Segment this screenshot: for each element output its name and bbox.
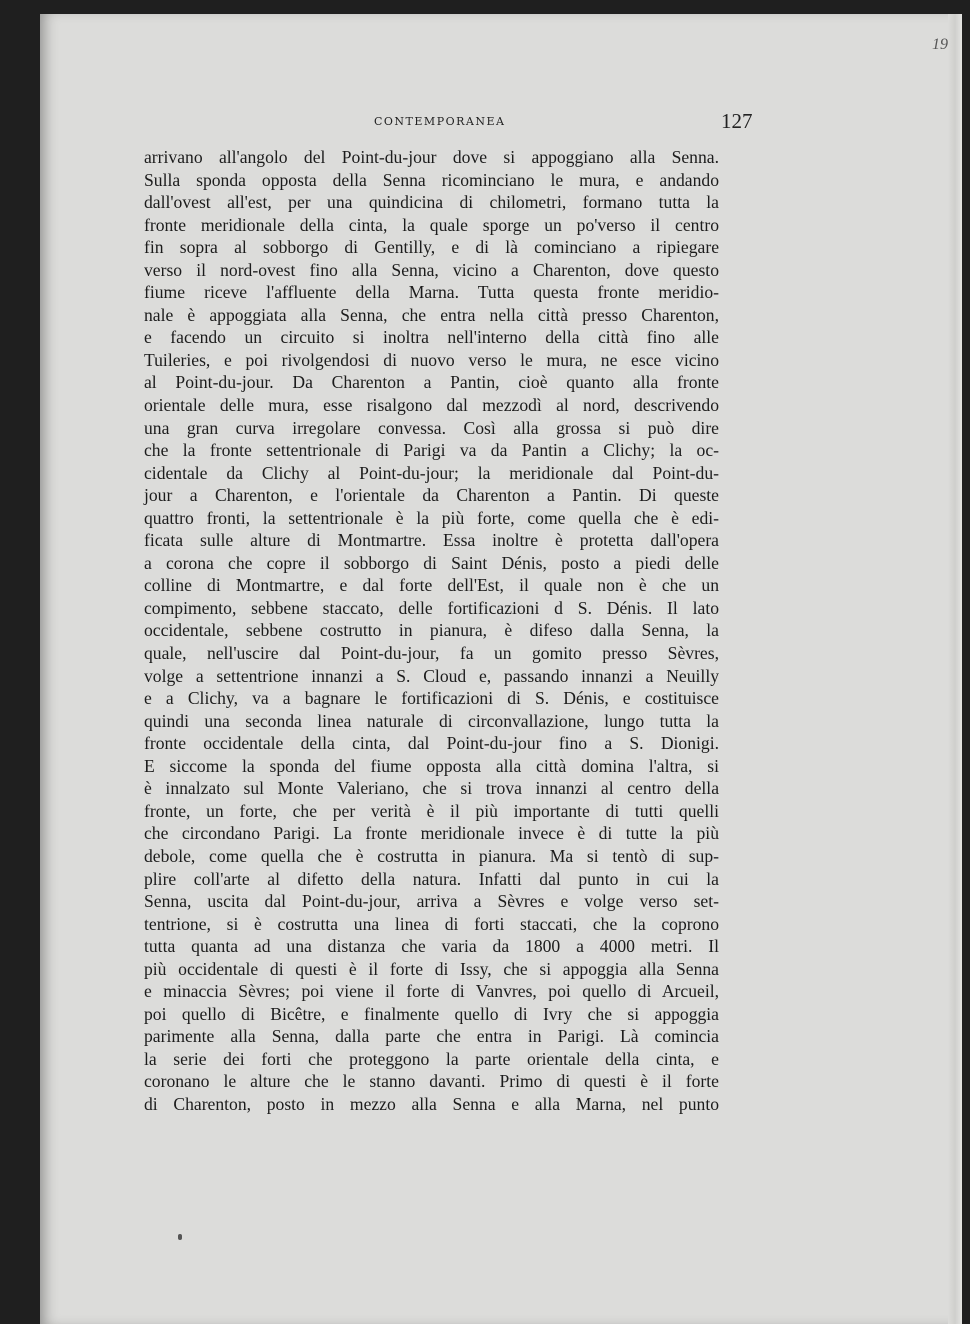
text-line: E siccome la sponda del fiume opposta alla città domina l'altra, si (144, 755, 719, 776)
text-line: colline di Montmartre, e dal forte dell'Est, il quale non è che un (144, 575, 719, 596)
text-line: coronano le alture che le stanno davanti. Primo di questi è il forte (144, 1071, 719, 1092)
text-line: è innalzato sul Monte Valeriano, che si trova innanzi al centro della (144, 778, 719, 799)
text-line: volge a settentrione innanzi a S. Cloud e, passando innanzi a Neuilly (144, 665, 719, 686)
text-line: occidentale, sebbene costrutto in pianura, è difeso dalla Senna, la (144, 620, 719, 641)
text-line: Sulla sponda opposta della Senna ricominciano le mura, e andando (144, 169, 719, 190)
text-line: parimente alla Senna, dalla parte che entra in Parigi. Là comincia (144, 1026, 719, 1047)
corner-pencil-mark: 19 (932, 36, 948, 53)
text-line: fiume riceve l'affluente della Marna. Tutta questa fronte meridio- (144, 282, 719, 303)
text-line: quattro fronti, la settentrionale è la più forte, come quella che è edi- (144, 507, 719, 528)
text-line: jour a Charenton, e l'orientale da Charenton a Pantin. Di queste (144, 485, 719, 506)
text-line: e facendo un circuito si inoltra nell'interno della città fino alle (144, 327, 719, 348)
text-line: debole, come quella che è costrutta in pianura. Ma si tentò di sup- (144, 845, 719, 866)
text-line: quindi una seconda linea naturale di circonvallazione, lungo tutta la (144, 710, 719, 731)
text-line: la serie dei forti che proteggono la parte orientale della cinta, e (144, 1048, 719, 1069)
text-line: una gran curva irregolare convessa. Così alla grossa si può dire (144, 417, 719, 438)
text-line: più occidentale di questi è il forte di Issy, che si appoggia alla Senna (144, 958, 719, 979)
text-line: compimento, sebbene staccato, delle fortificazioni d S. Dénis. Il lato (144, 597, 719, 618)
text-line: tutta quanta ad una distanza che varia da 1800 a 4000 metri. Il (144, 936, 719, 957)
text-line: fin sopra al sobborgo di Gentilly, e di là cominciano a ripiegare (144, 237, 719, 258)
running-head: CONTEMPORANEA (374, 115, 506, 128)
page-header (140, 109, 830, 139)
text-line: e minaccia Sèvres; poi viene il forte di Vanvres, poi quello di Arcueil, (144, 981, 719, 1002)
text-line: cidentale da Clichy al Point-du-jour; la meridionale dal Point-du- (144, 462, 719, 483)
text-line: che la fronte settentrionale di Parigi va da Pantin a Clichy; la oc- (144, 440, 719, 461)
text-line: Senna, uscita dal Point-du-jour, arriva a Sèvres e volge verso set- (144, 891, 719, 912)
text-line: nale è appoggiata alla Senna, che entra nella città presso Charenton, (144, 304, 719, 325)
text-line: Tuileries, e poi rivolgendosi di nuovo verso le mura, ne esce vicino (144, 349, 719, 370)
text-line: e a Clichy, va a bagnare le fortificazioni di S. Dénis, e costituisce (144, 688, 719, 709)
page-edge (948, 14, 962, 1324)
text-line: fronte occidentale della cinta, dal Point-du-jour fino a S. Dionigi. (144, 733, 719, 754)
text-line: tentrione, si è costrutta una linea di forti staccati, che la coprono (144, 913, 719, 934)
text-line: arrivano all'angolo del Point-du-jour dove si appoggiano alla Senna. (144, 147, 719, 167)
ink-speck (178, 1234, 182, 1240)
text-line: verso il nord-ovest fino alla Senna, vicino a Charenton, dove questo (144, 259, 719, 280)
text-line: che circondano Parigi. La fronte meridionale invece è di tutte la più (144, 823, 719, 844)
text-line: di Charenton, posto in mezzo alla Senna e alla Marna, nel punto (144, 1093, 719, 1114)
text-line: a corona che copre il sobborgo di Saint Dénis, posto a piedi delle (144, 552, 719, 573)
text-line: quale, nell'uscire dal Point-du-jour, fa un gomito presso Sèvres, (144, 643, 719, 664)
text-line: orientale delle mura, esse risalgono dal mezzodì al nord, descrivendo (144, 395, 719, 416)
body-text (144, 146, 719, 1116)
text-line: dall'ovest all'est, per una quindicina di chilometri, formano tutta la (144, 192, 719, 213)
text-line: fronte meridionale della cinta, la quale sporge un po'verso il centro (144, 214, 719, 235)
text-line: ficata sulle alture di Montmartre. Essa inoltre è protetta dall'opera (144, 530, 719, 551)
text-line: fronte, un forte, che per verità è il più importante di tutti quelli (144, 800, 719, 821)
book-page (40, 14, 962, 1324)
text-line: poi quello di Bicêtre, e finalmente quello di Ivry che si appoggia (144, 1003, 719, 1024)
page-number: 127 (721, 109, 753, 133)
text-line: al Point-du-jour. Da Charenton a Pantin, cioè quanto alla fronte (144, 372, 719, 393)
text-line: plire coll'arte al difetto della natura. Infatti dal punto in cui la (144, 868, 719, 889)
